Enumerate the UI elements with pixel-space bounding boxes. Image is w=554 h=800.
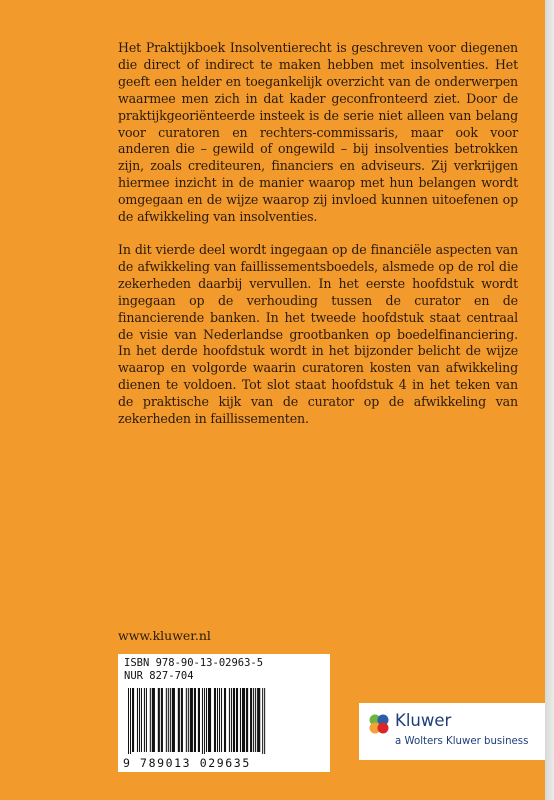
- barcode-bar: [172, 688, 175, 752]
- barcode-digits: 9 789013 029635: [123, 756, 251, 770]
- barcode-bar: [229, 688, 230, 752]
- barcode-bar: [161, 688, 163, 752]
- barcode-bar: [221, 688, 222, 752]
- kluwer-globe-icon: [368, 713, 390, 735]
- barcode-bar: [150, 688, 151, 752]
- barcode-bar: [253, 688, 254, 752]
- barcode-bar: [158, 688, 160, 752]
- barcode-bar: [144, 688, 145, 752]
- page-edge: [545, 0, 554, 800]
- barcode-bar: [264, 688, 265, 754]
- barcode-bar: [190, 688, 193, 752]
- barcode-bar: [170, 688, 171, 752]
- publisher-url: www.kluwer.nl: [118, 628, 211, 643]
- barcode-bar: [231, 688, 232, 752]
- blurb-paragraph-1: Het Praktijkboek Insolventierecht is geschreven voor diegenen die direct of indirect te maken hebben met insolventies. Het geeft een helder en toegankelijk overzicht van de onderwerpen waarmee men zich in dat kader geconfronteerd ziet. Door de praktijkgeoriënteerde insteek is de serie niet alleen van belang voor curatoren en rechters-commissaris, maar ook voor anderen die – gewild of ongewild – bij insolventies betrokken zijn, zoals crediteuren, financiers en adviseurs. Zij verkrijgen hiermee inzicht in de manier waarop met hun belangen wordt omgegaan en de wijze waarop zij invloed kunnen uitoefenen op de afwikkeling van insolventies.: [118, 40, 518, 225]
- barcode-bar: [166, 688, 167, 752]
- isbn-block: [124, 657, 263, 683]
- barcode-bar: [257, 688, 260, 752]
- logo-wordmark: Kluwer: [395, 711, 452, 730]
- barcode-bar: [194, 688, 196, 752]
- barcode-bar: [202, 688, 203, 754]
- barcode-bar: [242, 688, 245, 752]
- barcode-bars: [128, 688, 320, 754]
- publisher-logo: [359, 703, 545, 760]
- barcode-bar: [132, 688, 134, 752]
- barcode-bar: [178, 688, 180, 752]
- barcode-bar: [141, 688, 142, 752]
- barcode-bar: [217, 688, 218, 752]
- barcode-bar: [224, 688, 226, 752]
- blurb-text: [118, 40, 518, 444]
- barcode-bar: [240, 688, 241, 752]
- barcode-bar: [206, 688, 207, 752]
- barcode-bar: [130, 688, 131, 754]
- barcode-bar: [146, 688, 147, 752]
- blurb-paragraph-2: In dit vierde deel wordt ingegaan op de financiële aspecten van de afwikkeling van faillissementsboedels, alsmede op de rol die zekerheden daarbij vervullen. In het eerste hoofdstuk wordt ingegaan op de verhouding tussen de curator en de financierende banken. In het tweede hoofdstuk staat centraal de visie van Nederlandse grootbanken op boedelfinanciering. In het derde hoofdstuk wordt in het bijzonder belicht de wijze waarop en volgorde waarin curatoren kosten van afwikkeling dienen te voldoen. Tot slot staat hoofdstuk 4 in het teken van de praktische kijk van de curator op de afwikkeling van zekerheden in faillissementen.: [118, 241, 518, 427]
- barcode-bar: [186, 688, 187, 752]
- barcode-bar: [208, 688, 211, 752]
- barcode-bar: [168, 688, 169, 752]
- barcode-bar: [219, 688, 220, 752]
- barcode-bar: [188, 688, 189, 752]
- barcode-bar: [236, 688, 238, 752]
- barcode-bar: [214, 688, 216, 752]
- barcode-bar: [139, 688, 140, 752]
- barcode-bar: [255, 688, 256, 752]
- nur-line: NUR 827-704: [124, 670, 194, 682]
- barcode-bar: [152, 688, 155, 752]
- barcode-bar: [246, 688, 248, 752]
- barcode-bar: [262, 688, 263, 754]
- logo-tagline: a Wolters Kluwer business: [395, 736, 529, 747]
- barcode-bar: [204, 688, 205, 754]
- barcode-bar: [233, 688, 235, 752]
- barcode-label: [118, 654, 330, 772]
- barcode-bar: [181, 688, 183, 752]
- barcode-bar: [198, 688, 200, 752]
- barcode-bar: [250, 688, 252, 752]
- barcode-bar: [128, 688, 129, 754]
- barcode-bar: [137, 688, 138, 752]
- isbn-line: ISBN 978-90-13-02963-5: [124, 657, 264, 669]
